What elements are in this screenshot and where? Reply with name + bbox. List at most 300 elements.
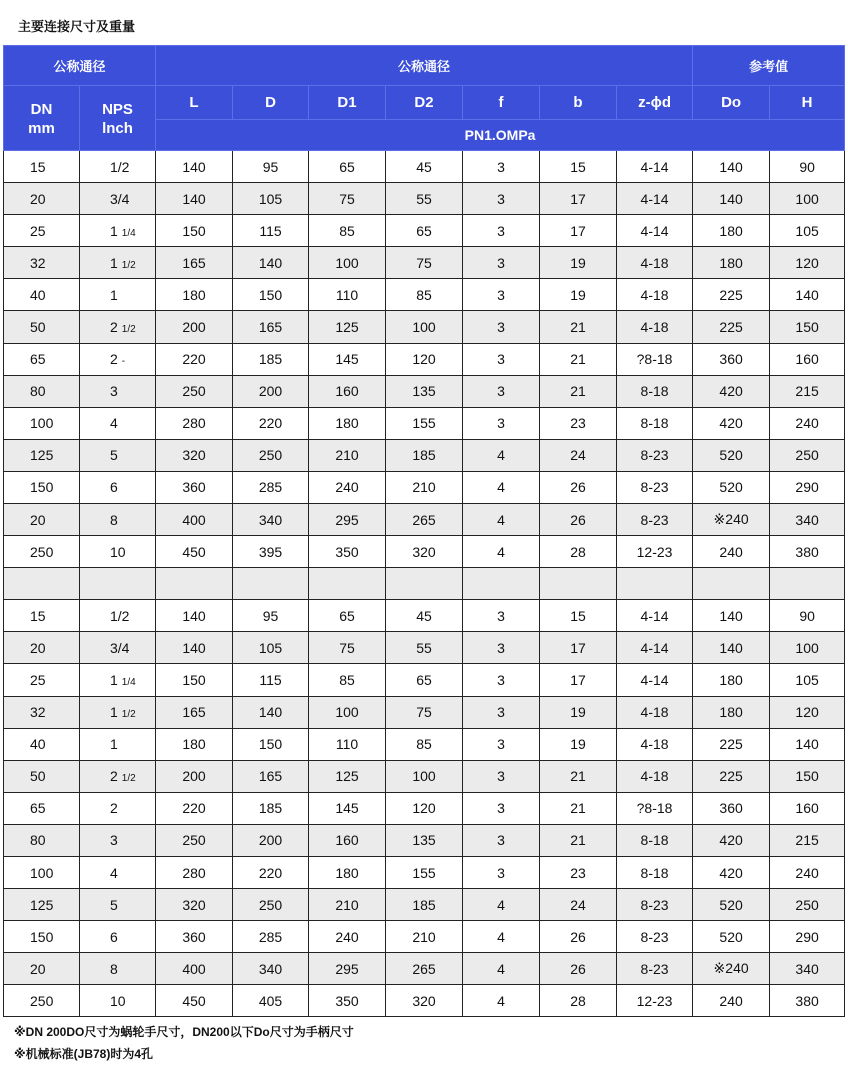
cell-nps [80, 536, 156, 568]
cell-d1: 180 [309, 856, 386, 888]
cell-h: 250 [770, 439, 845, 471]
cell-d2: 185 [386, 889, 463, 921]
cell-h: 120 [770, 696, 845, 728]
empty-cell [156, 568, 233, 600]
cell-f: 3 [463, 247, 540, 279]
cell-d1: 180 [309, 407, 386, 439]
table-row [4, 151, 845, 183]
spec-table-body [4, 151, 845, 1017]
cell-d2: 65 [386, 215, 463, 247]
nps-value: 6 [110, 479, 118, 496]
cell-dn: 20 [4, 504, 80, 536]
cell-zd: 4-18 [617, 279, 693, 311]
cell-do: 140 [693, 632, 770, 664]
cell-f: 4 [463, 921, 540, 953]
table-row [4, 600, 845, 632]
cell-d1: 240 [309, 471, 386, 503]
cell-l: 360 [156, 471, 233, 503]
empty-cell [540, 568, 617, 600]
cell-f: 4 [463, 471, 540, 503]
table-row [4, 215, 845, 247]
cell-do: 225 [693, 311, 770, 343]
cell-zd: 4-18 [617, 247, 693, 279]
cell-l: 165 [156, 696, 233, 728]
cell-h: 140 [770, 279, 845, 311]
cell-zd: 8-18 [617, 407, 693, 439]
nps-value: 4 [110, 864, 118, 881]
cell-d: 250 [233, 439, 309, 471]
cell-zd: 12-23 [617, 536, 693, 568]
cell-nps [80, 151, 156, 183]
cell-l: 150 [156, 215, 233, 247]
cell-do: 180 [693, 696, 770, 728]
cell-h: 120 [770, 247, 845, 279]
cell-do: 520 [693, 921, 770, 953]
cell-dn: 15 [4, 600, 80, 632]
cell-b: 19 [540, 696, 617, 728]
cell-f: 4 [463, 953, 540, 985]
cell-h: 215 [770, 824, 845, 856]
nps-value: 2 [110, 351, 118, 368]
cell-d2: 120 [386, 792, 463, 824]
cell-d: 220 [233, 407, 309, 439]
cell-d1: 295 [309, 504, 386, 536]
cell-b: 21 [540, 792, 617, 824]
table-row [4, 824, 845, 856]
cell-d2: 155 [386, 856, 463, 888]
cell-f: 3 [463, 728, 540, 760]
cell-dn: 250 [4, 536, 80, 568]
header-dn-label: DN [30, 101, 53, 118]
header-nps-label: NPS [102, 101, 133, 118]
cell-b: 24 [540, 439, 617, 471]
cell-f: 4 [463, 504, 540, 536]
cell-nps [80, 664, 156, 696]
table-row [4, 407, 845, 439]
cell-b: 24 [540, 889, 617, 921]
cell-zd: ?8-18 [617, 343, 693, 375]
header-col-d: D [233, 86, 309, 120]
cell-zd: 4-14 [617, 600, 693, 632]
cell-dn: 40 [4, 728, 80, 760]
cell-d2: 210 [386, 921, 463, 953]
table-row [4, 792, 845, 824]
cell-zd: 8-23 [617, 889, 693, 921]
cell-nps [80, 728, 156, 760]
cell-h: 150 [770, 311, 845, 343]
empty-cell [80, 568, 156, 600]
nps-fraction: 1/4 [121, 676, 136, 688]
cell-l: 220 [156, 343, 233, 375]
cell-d: 340 [233, 504, 309, 536]
cell-nps [80, 632, 156, 664]
cell-d1: 240 [309, 921, 386, 953]
cell-h: 100 [770, 632, 845, 664]
cell-b: 26 [540, 921, 617, 953]
table-row [4, 311, 845, 343]
cell-h: 380 [770, 536, 845, 568]
cell-dn: 20 [4, 632, 80, 664]
cell-zd: 4-14 [617, 215, 693, 247]
header-col-b: b [540, 86, 617, 120]
cell-l: 400 [156, 953, 233, 985]
cell-f: 4 [463, 439, 540, 471]
cell-d: 150 [233, 728, 309, 760]
cell-b: 26 [540, 953, 617, 985]
cell-nps [80, 504, 156, 536]
cell-l: 320 [156, 439, 233, 471]
cell-l: 140 [156, 632, 233, 664]
cell-nps [80, 792, 156, 824]
cell-d: 150 [233, 279, 309, 311]
cell-zd: 4-14 [617, 183, 693, 215]
cell-l: 140 [156, 600, 233, 632]
table-row [4, 471, 845, 503]
cell-do: ※240 [693, 504, 770, 536]
header-col-d1: D1 [309, 86, 386, 120]
cell-h: 290 [770, 471, 845, 503]
nps-fraction: 1/2 [121, 259, 136, 271]
table-row [4, 536, 845, 568]
cell-zd: 4-18 [617, 728, 693, 760]
table-row [4, 921, 845, 953]
header-ref-group: 参考值 [693, 46, 845, 86]
cell-d1: 210 [309, 439, 386, 471]
cell-f: 3 [463, 215, 540, 247]
nps-fraction: 1/2 [121, 773, 136, 785]
cell-d: 285 [233, 471, 309, 503]
cell-b: 17 [540, 632, 617, 664]
cell-do: 225 [693, 728, 770, 760]
table-row [4, 504, 845, 536]
nps-value: 2 [110, 768, 118, 785]
cell-d: 200 [233, 824, 309, 856]
cell-nps [80, 247, 156, 279]
cell-zd: 8-23 [617, 953, 693, 985]
cell-dn: 80 [4, 375, 80, 407]
header-col-h: H [770, 86, 845, 120]
cell-dn: 40 [4, 279, 80, 311]
empty-cell [770, 568, 845, 600]
table-row [4, 632, 845, 664]
cell-d2: 85 [386, 279, 463, 311]
cell-d: 105 [233, 632, 309, 664]
cell-b: 21 [540, 311, 617, 343]
cell-nps [80, 343, 156, 375]
cell-l: 140 [156, 183, 233, 215]
cell-d2: 265 [386, 953, 463, 985]
cell-h: 240 [770, 856, 845, 888]
cell-zd: 4-14 [617, 664, 693, 696]
cell-h: 140 [770, 728, 845, 760]
cell-zd: 8-23 [617, 471, 693, 503]
nps-fraction: - [121, 356, 126, 368]
cell-do: 225 [693, 760, 770, 792]
cell-dn: 80 [4, 824, 80, 856]
cell-d1: 85 [309, 664, 386, 696]
cell-zd: 4-18 [617, 760, 693, 792]
cell-do: 225 [693, 279, 770, 311]
cell-d1: 350 [309, 985, 386, 1017]
cell-do: ※240 [693, 953, 770, 985]
cell-zd: 8-18 [617, 375, 693, 407]
header-dn [4, 86, 80, 151]
cell-b: 17 [540, 664, 617, 696]
cell-dn: 25 [4, 664, 80, 696]
cell-h: 290 [770, 921, 845, 953]
cell-d: 95 [233, 600, 309, 632]
cell-d1: 85 [309, 215, 386, 247]
nps-value: 8 [110, 960, 118, 977]
cell-d: 185 [233, 343, 309, 375]
cell-d2: 85 [386, 728, 463, 760]
cell-d2: 320 [386, 985, 463, 1017]
cell-b: 21 [540, 343, 617, 375]
nps-value: 2 [110, 800, 118, 817]
table-row [4, 279, 845, 311]
cell-l: 250 [156, 375, 233, 407]
cell-zd: 4-18 [617, 696, 693, 728]
cell-dn: 125 [4, 889, 80, 921]
cell-dn: 32 [4, 696, 80, 728]
cell-f: 3 [463, 407, 540, 439]
cell-d2: 65 [386, 664, 463, 696]
cell-d1: 160 [309, 824, 386, 856]
cell-h: 240 [770, 407, 845, 439]
empty-cell [693, 568, 770, 600]
empty-cell [4, 568, 80, 600]
cell-d1: 125 [309, 311, 386, 343]
cell-do: 420 [693, 856, 770, 888]
cell-dn: 100 [4, 856, 80, 888]
table-row [4, 856, 845, 888]
nps-value: 1 [110, 736, 118, 753]
nps-value: 1 [110, 286, 118, 303]
footnotes [14, 1021, 354, 1065]
cell-b: 26 [540, 471, 617, 503]
cell-h: 100 [770, 183, 845, 215]
nps-value: 6 [110, 928, 118, 945]
cell-b: 21 [540, 824, 617, 856]
cell-dn: 65 [4, 792, 80, 824]
cell-d2: 135 [386, 375, 463, 407]
cell-f: 3 [463, 311, 540, 343]
cell-zd: 8-23 [617, 439, 693, 471]
cell-f: 3 [463, 375, 540, 407]
cell-d1: 210 [309, 889, 386, 921]
cell-d: 285 [233, 921, 309, 953]
cell-f: 3 [463, 343, 540, 375]
cell-dn: 150 [4, 921, 80, 953]
cell-nps [80, 824, 156, 856]
cell-h: 150 [770, 760, 845, 792]
nps-value: 5 [110, 896, 118, 913]
cell-d2: 185 [386, 439, 463, 471]
cell-f: 4 [463, 889, 540, 921]
header-nominal-group: 公称通径 [4, 46, 156, 86]
cell-l: 250 [156, 824, 233, 856]
cell-b: 21 [540, 760, 617, 792]
nps-value: 8 [110, 511, 118, 528]
cell-d1: 295 [309, 953, 386, 985]
cell-do: 240 [693, 536, 770, 568]
cell-l: 140 [156, 151, 233, 183]
cell-d: 220 [233, 856, 309, 888]
cell-d: 395 [233, 536, 309, 568]
table-row [4, 985, 845, 1017]
cell-h: 250 [770, 889, 845, 921]
cell-nps [80, 375, 156, 407]
cell-nps [80, 279, 156, 311]
cell-nps [80, 183, 156, 215]
cell-d1: 100 [309, 696, 386, 728]
cell-d2: 75 [386, 247, 463, 279]
cell-f: 3 [463, 151, 540, 183]
cell-d2: 135 [386, 824, 463, 856]
cell-b: 17 [540, 183, 617, 215]
header-dn-unit: mm [28, 120, 55, 137]
cell-d: 95 [233, 151, 309, 183]
cell-b: 19 [540, 728, 617, 760]
cell-zd: 12-23 [617, 985, 693, 1017]
cell-zd: 4-18 [617, 311, 693, 343]
cell-h: 215 [770, 375, 845, 407]
header-col-do: Do [693, 86, 770, 120]
cell-zd: ?8-18 [617, 792, 693, 824]
cell-nps [80, 215, 156, 247]
cell-l: 165 [156, 247, 233, 279]
cell-b: 15 [540, 600, 617, 632]
cell-l: 150 [156, 664, 233, 696]
cell-d1: 110 [309, 279, 386, 311]
empty-cell [617, 568, 693, 600]
cell-do: 240 [693, 985, 770, 1017]
empty-cell [309, 568, 386, 600]
header-dims-group: 公称通径 [156, 46, 693, 86]
cell-d: 165 [233, 760, 309, 792]
cell-nps [80, 439, 156, 471]
cell-do: 140 [693, 183, 770, 215]
cell-dn: 65 [4, 343, 80, 375]
cell-do: 180 [693, 215, 770, 247]
cell-h: 90 [770, 600, 845, 632]
cell-d1: 110 [309, 728, 386, 760]
cell-do: 420 [693, 824, 770, 856]
cell-nps [80, 600, 156, 632]
cell-h: 160 [770, 343, 845, 375]
cell-d1: 160 [309, 375, 386, 407]
cell-nps [80, 696, 156, 728]
cell-do: 140 [693, 600, 770, 632]
header-pressure: PN1.OMPa [156, 120, 845, 151]
cell-do: 420 [693, 375, 770, 407]
nps-value: 2 [110, 319, 118, 336]
cell-nps [80, 856, 156, 888]
cell-f: 3 [463, 279, 540, 311]
header-col-d2: D2 [386, 86, 463, 120]
cell-d2: 55 [386, 632, 463, 664]
cell-zd: 8-23 [617, 504, 693, 536]
cell-b: 23 [540, 407, 617, 439]
empty-cell [463, 568, 540, 600]
cell-do: 140 [693, 151, 770, 183]
table-row [4, 889, 845, 921]
cell-b: 28 [540, 536, 617, 568]
cell-d2: 45 [386, 600, 463, 632]
cell-l: 200 [156, 760, 233, 792]
nps-value: 10 [110, 992, 126, 1009]
nps-value: 4 [110, 415, 118, 432]
nps-value: 1 [110, 671, 118, 688]
cell-l: 220 [156, 792, 233, 824]
cell-dn: 25 [4, 215, 80, 247]
cell-l: 320 [156, 889, 233, 921]
cell-l: 400 [156, 504, 233, 536]
cell-dn: 15 [4, 151, 80, 183]
nps-value: 3 [110, 832, 118, 849]
page-title: 主要连接尺寸及重量 [18, 19, 136, 34]
nps-value: 1/2 [110, 607, 130, 624]
cell-l: 360 [156, 921, 233, 953]
table-row [4, 760, 845, 792]
cell-d: 405 [233, 985, 309, 1017]
cell-l: 450 [156, 985, 233, 1017]
cell-d2: 320 [386, 536, 463, 568]
cell-dn: 125 [4, 439, 80, 471]
cell-dn: 100 [4, 407, 80, 439]
nps-value: 3/4 [110, 639, 130, 656]
nps-value: 5 [110, 447, 118, 464]
cell-d2: 55 [386, 183, 463, 215]
cell-f: 3 [463, 824, 540, 856]
cell-d: 185 [233, 792, 309, 824]
nps-fraction: 1/4 [121, 227, 136, 239]
cell-d1: 145 [309, 792, 386, 824]
nps-value: 1 [110, 704, 118, 721]
cell-h: 160 [770, 792, 845, 824]
cell-d: 140 [233, 696, 309, 728]
cell-d2: 45 [386, 151, 463, 183]
separator-row [4, 568, 845, 600]
cell-nps [80, 471, 156, 503]
cell-d: 115 [233, 215, 309, 247]
table-row [4, 375, 845, 407]
table-row [4, 439, 845, 471]
cell-dn: 250 [4, 985, 80, 1017]
cell-do: 420 [693, 407, 770, 439]
cell-h: 380 [770, 985, 845, 1017]
cell-d1: 75 [309, 183, 386, 215]
cell-nps [80, 760, 156, 792]
cell-zd: 8-18 [617, 824, 693, 856]
cell-dn: 50 [4, 760, 80, 792]
cell-d1: 350 [309, 536, 386, 568]
cell-do: 180 [693, 664, 770, 696]
nps-fraction: 1/2 [121, 324, 136, 336]
cell-d: 140 [233, 247, 309, 279]
header-nps-unit: lnch [102, 120, 133, 137]
cell-d: 200 [233, 375, 309, 407]
cell-l: 200 [156, 311, 233, 343]
empty-cell [386, 568, 463, 600]
cell-d2: 100 [386, 311, 463, 343]
cell-dn: 32 [4, 247, 80, 279]
empty-cell [233, 568, 309, 600]
cell-b: 28 [540, 985, 617, 1017]
nps-value: 1 [110, 254, 118, 271]
cell-f: 3 [463, 183, 540, 215]
cell-zd: 8-23 [617, 921, 693, 953]
